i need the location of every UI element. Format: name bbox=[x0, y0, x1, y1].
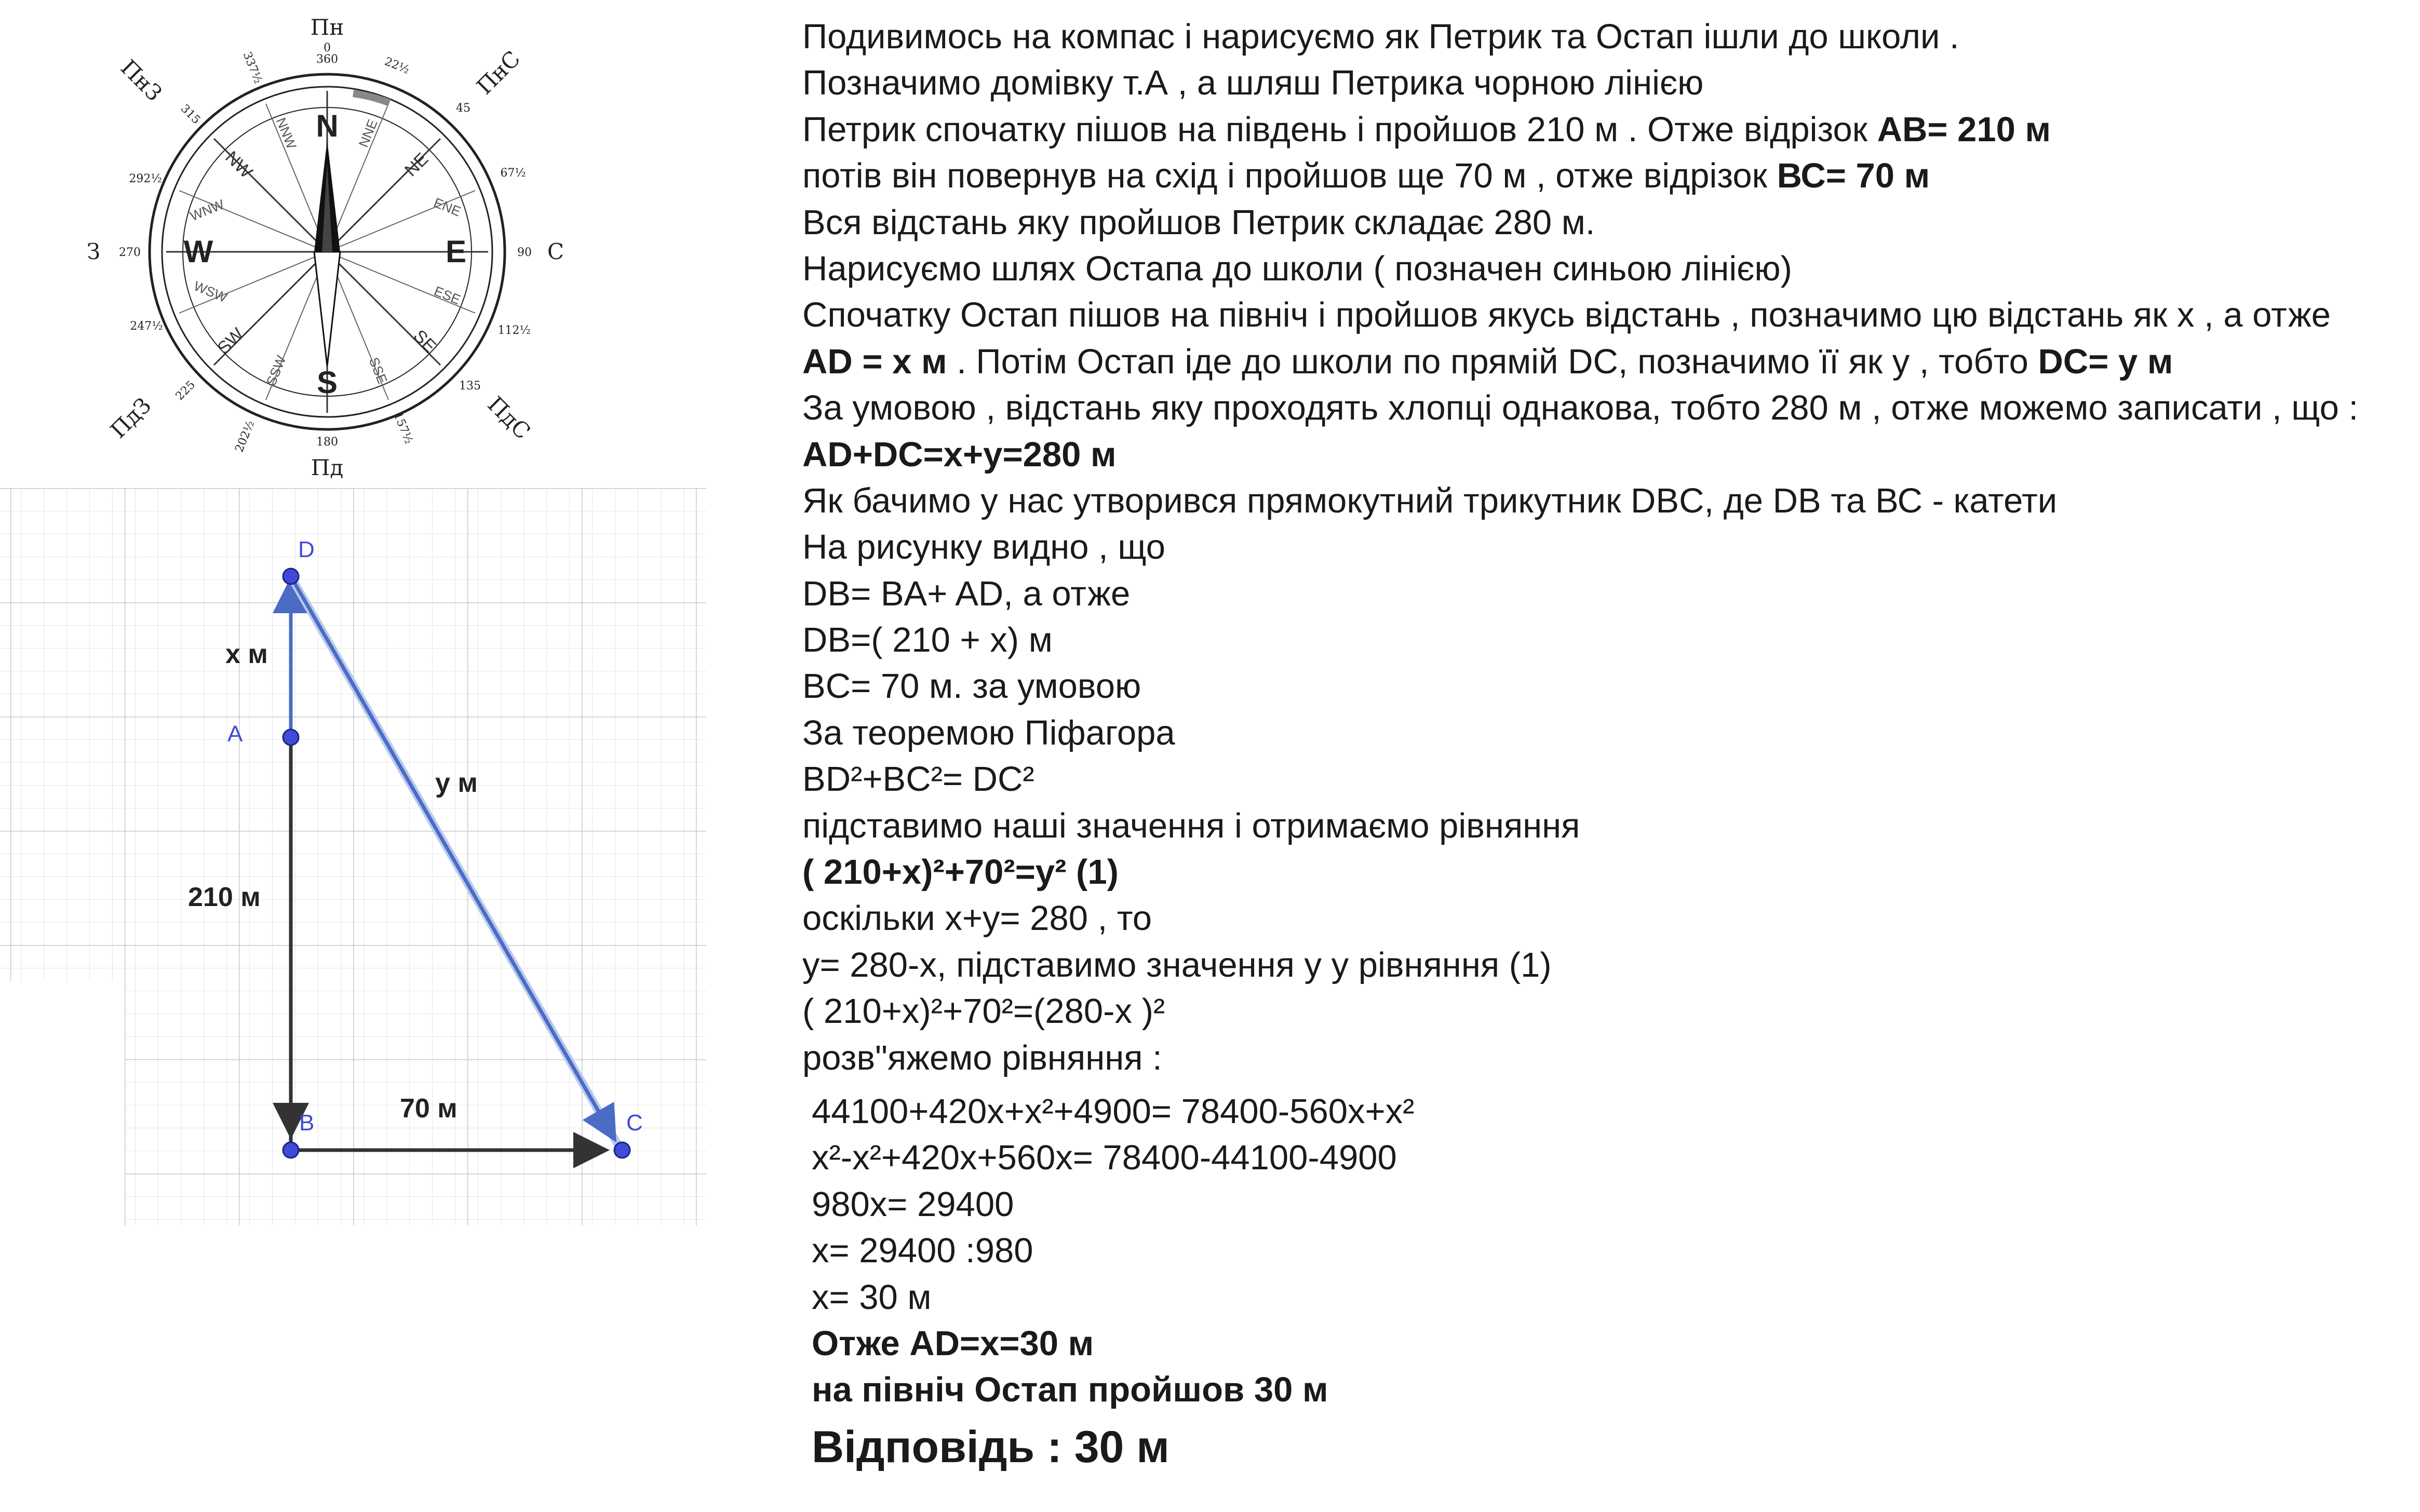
line-4-text: потів він повернув на схід і пройшов ще 70 м , отже відрізок bbox=[802, 156, 1777, 196]
line-22 bbox=[802, 988, 2402, 1034]
deg-67: 67½ bbox=[500, 167, 526, 180]
compass-w: W bbox=[183, 234, 213, 269]
eq-5-text: x= 30 м bbox=[812, 1277, 932, 1317]
line-12-text: На рисунку видно , що bbox=[802, 528, 1165, 567]
ua-sw: ПдЗ bbox=[105, 393, 156, 443]
deg-225: 225 bbox=[173, 378, 198, 403]
line-19-bold: ( 210+x)²+70²=y² (1) bbox=[802, 853, 1119, 892]
solution-text bbox=[802, 14, 2402, 1478]
eq-4 bbox=[802, 1227, 2402, 1274]
deg-292: 292½ bbox=[129, 172, 162, 185]
label-d: D bbox=[298, 537, 315, 562]
deg-202: 202½ bbox=[233, 419, 258, 454]
line-5 bbox=[802, 199, 2402, 246]
compass-rose bbox=[78, 8, 597, 491]
compass-wsw: WSW bbox=[191, 278, 230, 306]
line-21 bbox=[802, 942, 2402, 988]
eq-3 bbox=[802, 1181, 2402, 1227]
label-c: C bbox=[626, 1110, 643, 1136]
line-9-text: За умовою , відстань яку проходять хлопці однакова, тобто 280 м , отже можемо записати , що : bbox=[802, 388, 2359, 428]
eq-1 bbox=[802, 1088, 2402, 1135]
deg-157: 157½ bbox=[391, 410, 415, 446]
compass-nnw: NNW bbox=[273, 115, 300, 152]
line-17 bbox=[802, 756, 2402, 802]
line-1 bbox=[802, 14, 2402, 60]
deg-247: 247½ bbox=[130, 320, 163, 333]
line-17-text: BD²+BC²= DC² bbox=[802, 760, 1034, 799]
line-14-text: DB=( 210 + x) м bbox=[802, 620, 1053, 660]
south-needle bbox=[314, 252, 340, 366]
eq-7 bbox=[802, 1367, 2402, 1413]
grid-left bbox=[0, 488, 125, 981]
eq-3-text: 980x= 29400 bbox=[812, 1184, 1014, 1224]
line-3-text: Петрик спочатку пішов на південь і пройшов 210 м . Отже відрізок bbox=[802, 110, 1877, 149]
compass-ssw: SSW bbox=[263, 353, 289, 388]
point-d bbox=[283, 569, 299, 584]
label-y: y м bbox=[435, 768, 478, 798]
compass-se: SE bbox=[409, 326, 440, 357]
eq-6 bbox=[802, 1320, 2402, 1367]
ua-north: Пн bbox=[310, 15, 344, 40]
line-12 bbox=[802, 524, 2402, 570]
compass-sse: SSE bbox=[366, 355, 391, 386]
line-8 bbox=[802, 339, 2402, 385]
deg-0: 0 bbox=[324, 42, 331, 55]
line-13-text: DB= BA+ AD, а отже bbox=[802, 574, 1131, 613]
compass-e: E bbox=[445, 234, 467, 269]
compass-ene: ENE bbox=[431, 194, 463, 220]
compass-nne: NNE bbox=[355, 117, 381, 150]
line-3-bold: АВ= 210 м bbox=[1877, 110, 2051, 149]
label-a: A bbox=[227, 721, 243, 747]
line-19 bbox=[802, 849, 2402, 895]
line-15-text: BC= 70 м. за умовою bbox=[802, 667, 1141, 706]
line-1-text: Подивимось на компас і нарисуємо як Петрик та Остап ішли до школи . bbox=[802, 17, 1959, 56]
eq-7-bold: на північ Остап пройшов 30 м bbox=[812, 1370, 1328, 1410]
eq-4-text: x= 29400 :980 bbox=[812, 1231, 1033, 1271]
line-21-text: y= 280-x, підставимо значення у у рівняння (1) bbox=[802, 945, 1552, 984]
line-18 bbox=[802, 803, 2402, 849]
compass-ese: ESE bbox=[432, 283, 463, 308]
label-70: 70 м bbox=[400, 1094, 458, 1124]
ua-ne: ПнС bbox=[472, 46, 526, 100]
line-22-text: ( 210+x)²+70²=(280-x )² bbox=[802, 992, 1165, 1031]
line-7 bbox=[802, 292, 2402, 338]
deg-45: 45 bbox=[456, 102, 470, 115]
ua-nw: ПнЗ bbox=[115, 55, 167, 106]
compass-s: S bbox=[316, 365, 338, 400]
deg-360: 360 bbox=[316, 53, 338, 66]
label-x: x м bbox=[225, 639, 268, 669]
ua-se: ПдС bbox=[482, 391, 536, 444]
triangle-figure bbox=[0, 488, 779, 1236]
line-13 bbox=[802, 571, 2402, 617]
deg-135: 135 bbox=[459, 380, 481, 393]
line-15 bbox=[802, 663, 2402, 709]
answer-text: Відповідь : 30 м bbox=[812, 1422, 1169, 1472]
line-2 bbox=[802, 60, 2402, 106]
deg-270: 270 bbox=[119, 246, 141, 259]
deg-337: 337½ bbox=[240, 50, 265, 86]
compass-ne: NE bbox=[401, 149, 433, 181]
line-2-text: Позначимо домівку т.А , а шляш Петрика чорною лінією bbox=[802, 63, 1704, 103]
line-14 bbox=[802, 617, 2402, 663]
line-23-text: розв"яжемо рівняння : bbox=[802, 1038, 1162, 1077]
line-4-bold: ВС= 70 м bbox=[1777, 156, 1930, 196]
line-16 bbox=[802, 710, 2402, 756]
line-7-text: Спочатку Остап пішов на північ і пройшов якусь відстань , позначимо цю відстань як х , а отже bbox=[802, 295, 2331, 335]
line-18-text: підставимо наші значення і отримаємо рівняння bbox=[802, 806, 1580, 845]
deg-90: 90 bbox=[517, 246, 532, 259]
ua-east: С bbox=[547, 239, 564, 264]
answer bbox=[802, 1416, 2402, 1478]
line-8-bold2: DC= y м bbox=[2038, 342, 2173, 381]
deg-112: 112½ bbox=[498, 324, 531, 337]
compass-sw: SW bbox=[213, 324, 248, 359]
line-4 bbox=[802, 153, 2402, 199]
line-3 bbox=[802, 106, 2402, 153]
label-210: 210 м bbox=[188, 882, 261, 912]
line-20 bbox=[802, 895, 2402, 941]
line-11-text: Як бачимо у нас утворився прямокутний трикутник DBC, де DB та ВС - катети bbox=[802, 481, 2058, 520]
point-a bbox=[283, 730, 299, 745]
line-23 bbox=[802, 1035, 2402, 1081]
compass-n: N bbox=[316, 109, 339, 143]
compass-wnw: WNW bbox=[187, 196, 226, 224]
eq-6-bold: Отже AD=x=30 м bbox=[812, 1324, 1094, 1363]
deg-22: 22½ bbox=[382, 55, 411, 77]
point-b bbox=[283, 1142, 299, 1158]
line-9 bbox=[802, 385, 2402, 431]
ua-south: Пд bbox=[311, 455, 344, 480]
line-6 bbox=[802, 246, 2402, 292]
eq-2 bbox=[802, 1135, 2402, 1181]
line-6-text: Нарисуємо шлях Остапа до школи ( позначен синьою лінією) bbox=[802, 249, 1792, 288]
line-11 bbox=[802, 478, 2402, 524]
deg-315: 315 bbox=[178, 102, 203, 127]
line-10-bold: AD+DC=x+y=280 м bbox=[802, 435, 1117, 474]
deg-180: 180 bbox=[316, 436, 338, 449]
line-5-text: Вся відстань яку пройшов Петрик складає 280 м. bbox=[802, 203, 1595, 242]
label-b: B bbox=[299, 1110, 315, 1136]
line-16-text: За теоремою Піфагора bbox=[802, 713, 1175, 752]
eq-2-text: x²-x²+420x+560x= 78400-44100-4900 bbox=[812, 1138, 1397, 1178]
line-20-text: оскільки x+y= 280 , то bbox=[802, 899, 1152, 938]
line-8-bold: AD = x м bbox=[802, 342, 947, 381]
line-10 bbox=[802, 431, 2402, 478]
line-8-text: . Потім Остап іде до школи по прямій DC, позначимо її як у , тобто bbox=[947, 342, 2038, 381]
eq-5 bbox=[802, 1274, 2402, 1320]
eq-1-text: 44100+420x+x²+4900= 78400-560x+x² bbox=[812, 1091, 1415, 1131]
point-c bbox=[614, 1142, 630, 1158]
ua-west: З bbox=[86, 239, 101, 264]
compass-nw: NW bbox=[221, 147, 257, 182]
